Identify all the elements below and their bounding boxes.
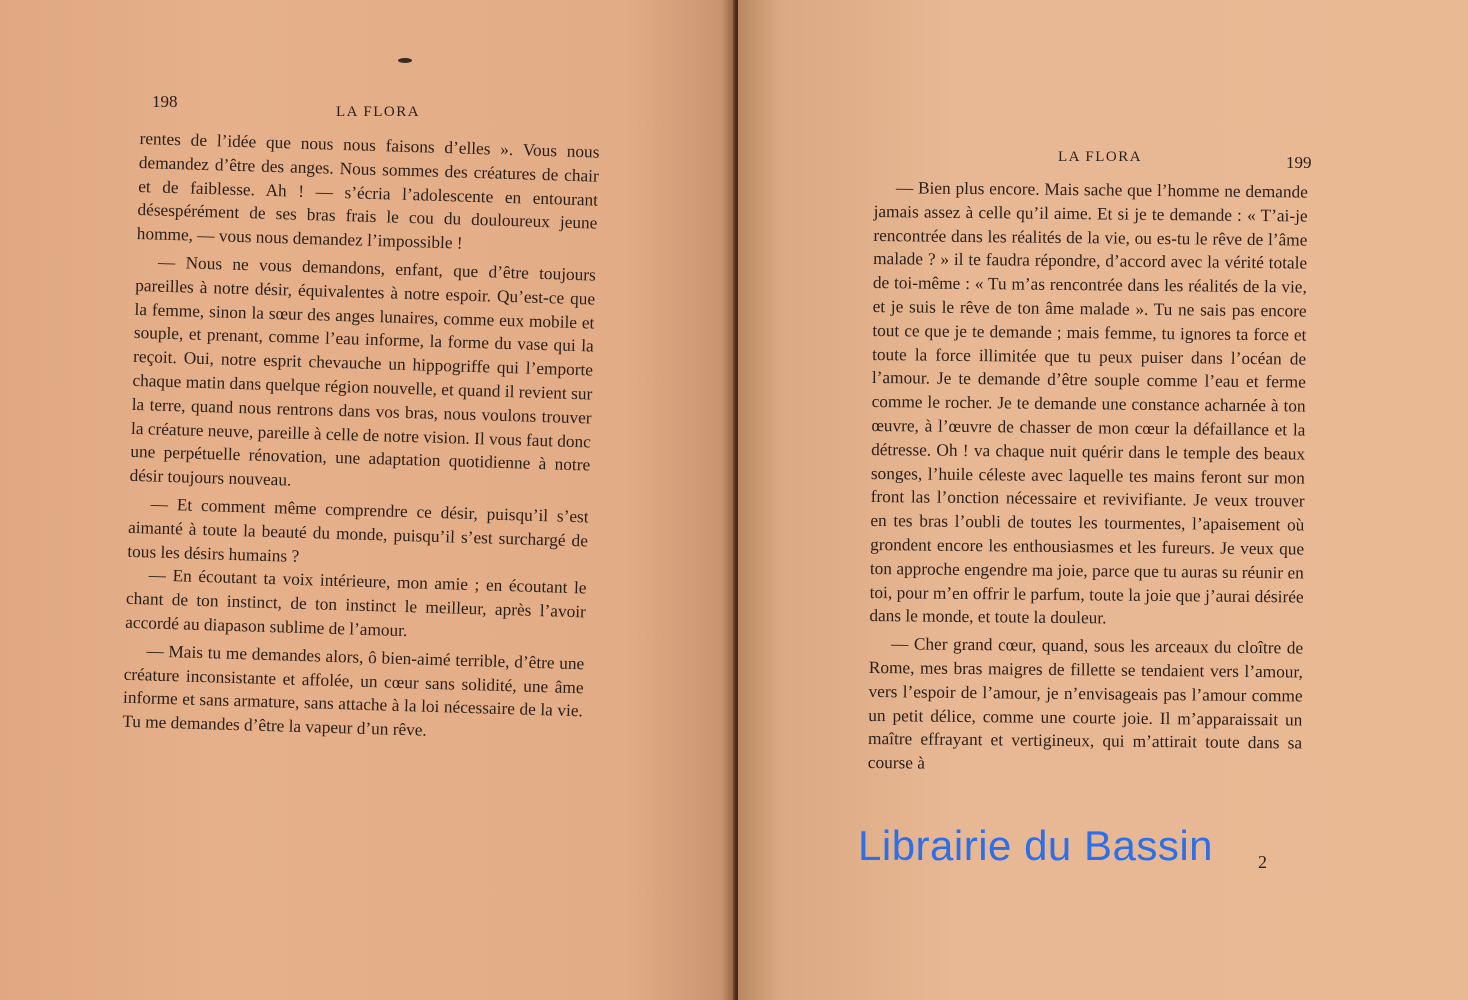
right-page-text — [868, 176, 1308, 779]
watermark-text: Librairie du Bassin — [858, 822, 1214, 869]
paragraph: — Bien plus encore. Mais sache que l’homme ne demande jamais assez à celle qu’il aime. Et si je te demande : « T’ai-je rencontrée dans les réalités de la vie, ou es-tu le rêve de l’âme malade ? » il te faudra répondre, d’accord avec la vérité totale de toi-même : « Tu m’as rencontrée dans les réalités de la vie, et je suis le rêve de ton âme malade ». Tu ne sais pas encore tout ce que je te demande ; mais femme, tu ignores ta force et toute la force illimitée que tu peux puiser dans l’océan de l’amour. Je te demande d’être souple comme l’eau et ferme comme le rocher. Je te demande une constance acharnée à ton œuvre, à l’œuvre de chasser de mon cœur la défaillance et la détresse. Oh ! va chaque nuit quérir dans le temple des beaux songes, l’huile céleste avec laquelle tes mains feront sur mon front las l’onction nécessaire et revivifiante. Je veux trouver en tes bras l’oubli de toutes les tourmentes, l’apaisement où grondent encore les enthousiasmes et les fureurs. Je veux que ton approche engendre ma joie, parce que tu auras su réunir en toi, pour m’en offrir le parfum, toute la joie que j’aurai désirée dans le monde, et toute la douleur. — [869, 178, 1308, 628]
ink-speck — [398, 58, 412, 63]
left-page-number: 198 — [152, 92, 178, 111]
paragraph: rentes de l’idée que nous nous faisons d’elles ». Vous nous demandez d’être des anges. Nous sommes des créatures de chair et de faiblesse. Ah ! — s’écria l’adolescente en entourant désespérément de ses bras frais le cou du douloureux jeune homme, — vous nous demandez l’impossible ! — [136, 128, 600, 253]
right-page-number: 199 — [1286, 153, 1312, 172]
paragraph: — Nous ne vous demandons, enfant, que d’être toujours pareilles à notre désir, équivalentes à notre espoir. Qu’est-ce que la femme, sinon la sœur des anges lunaires, comme eux mobile et souple, et prenant, comme l’eau informe, la forme du vase qui la reçoit. Oui, notre esprit chevauche un hippogriffe qui l’emporte chaque matin dans quelque région nouvelle, et quand il revient sur la terre, quand nous rentrons dans vos bras, nous voulons trouver la créature neuve, pareille à celle de notre vision. Il vous faut donc une perpétuelle rénovation, une adaptation quotidienne à notre désir toujours nouveau. — [129, 252, 597, 490]
paragraph: — Cher grand cœur, quand, sous les arceaux du cloître de Rome, mes bras maigres de fillette se tendaient vers l’amour, vers l’espoir de l’amour, je n’envisageais pas l’amour comme un petit délice, comme une courte joie. Il m’apparaissait un maître effrayant et vertigineux, qui m’attirait toute dans sa course à — [867, 634, 1304, 773]
left-page-text — [122, 127, 600, 747]
left-running-head: LA FLORA — [336, 104, 421, 120]
paragraph: — En écoutant ta voix intérieure, mon amie ; en écoutant le chant de ton instinct, de ton instinct le meilleur, après l’avoir accordé au diapason sublime de l’amour. — [125, 565, 587, 641]
paragraph: — Mais tu me demandes alors, ô bien-aimé terrible, d’être une créature inconsistante et affolée, un cœur sans solidité, une âme informe et sans armature, sans attache à la loi nécessaire de la vie. Tu me demandes d’être la vapeur d’un rêve. — [122, 641, 585, 740]
right-running-head: LA FLORA — [1058, 149, 1143, 165]
paragraph: — Et comment même comprendre ce désir, puisqu’il s’est aimanté à toute la beauté du monde, puisqu’il s’est surchargé de tous les désirs humains ? — [127, 494, 589, 566]
signature-mark: 2 — [1258, 852, 1267, 872]
